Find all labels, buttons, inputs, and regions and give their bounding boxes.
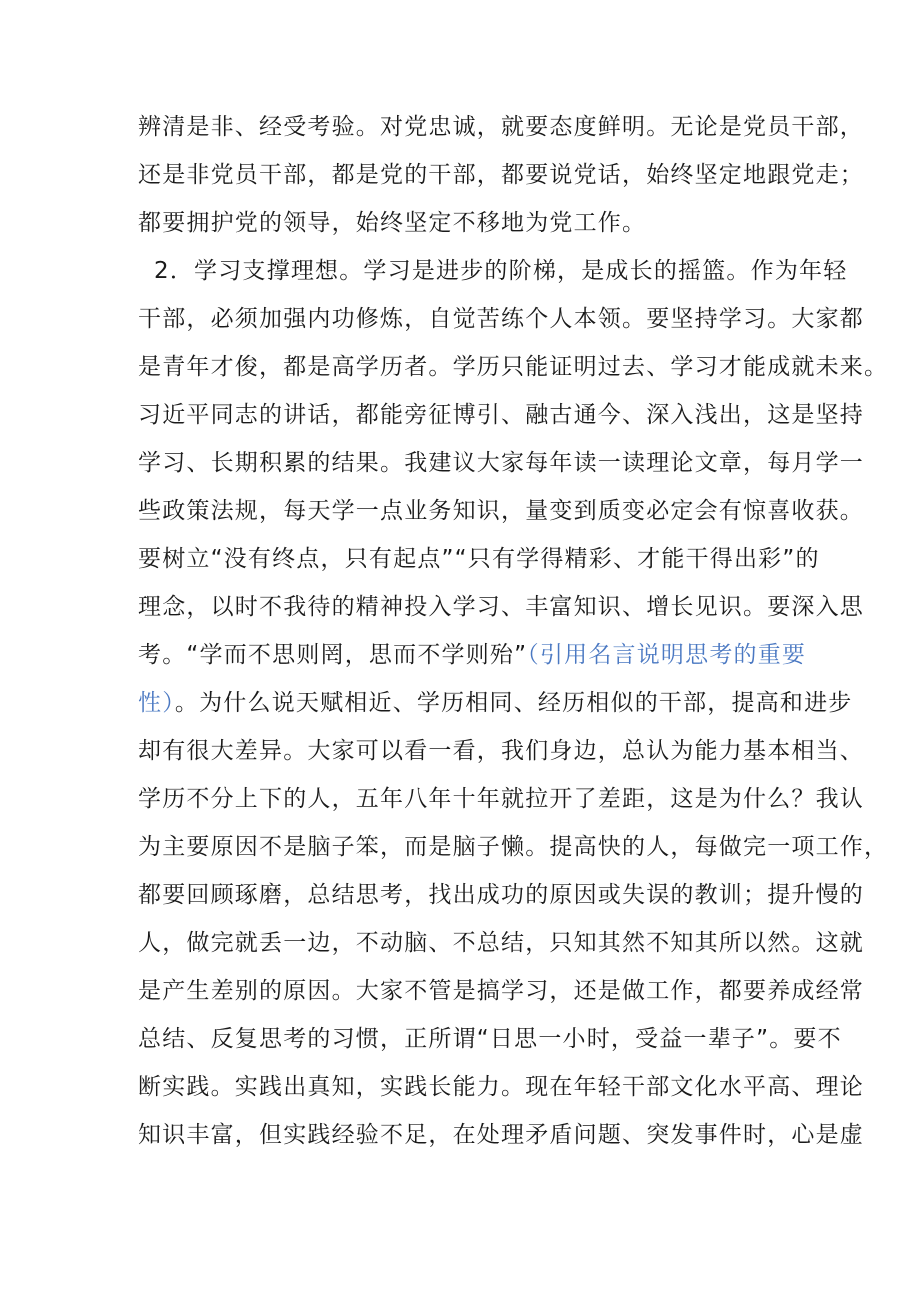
text-line: 些政策法规，每天学一点业务知识，量变到质变必定会有惊喜收获。 — [138, 498, 864, 524]
text-line: 理念，以时不我待的精神投入学习、丰富知识、增长见识。要深入思 — [138, 594, 864, 620]
body-text — [138, 103, 889, 1159]
text-line: 人，做完就丢一边，不动脑、不总结，只知其然不知其所以然。这就 — [138, 930, 864, 956]
text-line: 总结、反复思考的习惯，正所谓“日思一小时，受益一辈子”。要不 — [138, 1026, 842, 1052]
text-line: 习近平同志的讲话，都能旁征博引、融古通今、深入浅出，这是坚持 — [138, 402, 864, 428]
editor-note-end: 性） — [138, 690, 175, 716]
text-line: 学习、长期积累的结果。我建议大家每年读一读理论文章，每月学一 — [138, 450, 864, 476]
text-line: 是产生差别的原因。大家不管是搞学习，还是做工作，都要养成经常 — [138, 978, 864, 1004]
text-line: 断实践。实践出真知，实践长能力。现在年轻干部文化水平高、理论 — [138, 1074, 864, 1100]
text-line: 辨清是非、经受考验。对党忠诚，就要态度鲜明。无论是党员干部， — [138, 114, 864, 140]
editor-note: （引用名言说明思考的重要 — [527, 642, 807, 668]
text-line: 都要拥护党的领导，始终坚定不移地为党工作。 — [138, 210, 647, 236]
text-line: 为主要原因不是脑子笨，而是脑子懒。提高快的人，每做完一项工作， — [138, 834, 889, 860]
text-line: 学历不分上下的人，五年八年十年就拉开了差距，这是为什么？我认 — [138, 786, 864, 812]
text-line: 还是非党员干部，都是党的干部，都要说党话，始终坚定地跟党走； — [138, 162, 864, 188]
text-line: 是青年才俊，都是高学历者。学历只能证明过去、学习才能成就未来。 — [138, 354, 889, 380]
text-line: 要树立“没有终点，只有起点”“只有学得精彩、才能干得出彩”的 — [138, 546, 820, 572]
text-line-with-note — [138, 679, 853, 727]
paragraph-first-line: 2．学习支撑理想。学习是进步的阶梯，是成长的摇篮。作为年轻 — [154, 258, 848, 284]
continued-text: 。为什么说天赋相近、学历相同、经历相似的干部，提高和进步 — [174, 690, 853, 716]
text-line: 却有很大差异。大家可以看一看，我们身边，总认为能力基本相当、 — [138, 738, 864, 764]
text-line: 干部，必须加强内功修炼，自觉苦练个人本领。要坚持学习。大家都 — [138, 306, 864, 332]
text-line — [138, 247, 848, 295]
text-line: 知识丰富，但实践经验不足，在处理矛盾问题、突发事件时，心是虚 — [138, 1122, 864, 1148]
text-line-with-note — [138, 631, 838, 679]
text-line: 都要回顾琢磨，总结思考，找出成功的原因或失误的教训；提升慢的 — [138, 882, 864, 908]
quote-text: 考。“学而不思则罔，思而不学则殆” — [138, 642, 528, 668]
